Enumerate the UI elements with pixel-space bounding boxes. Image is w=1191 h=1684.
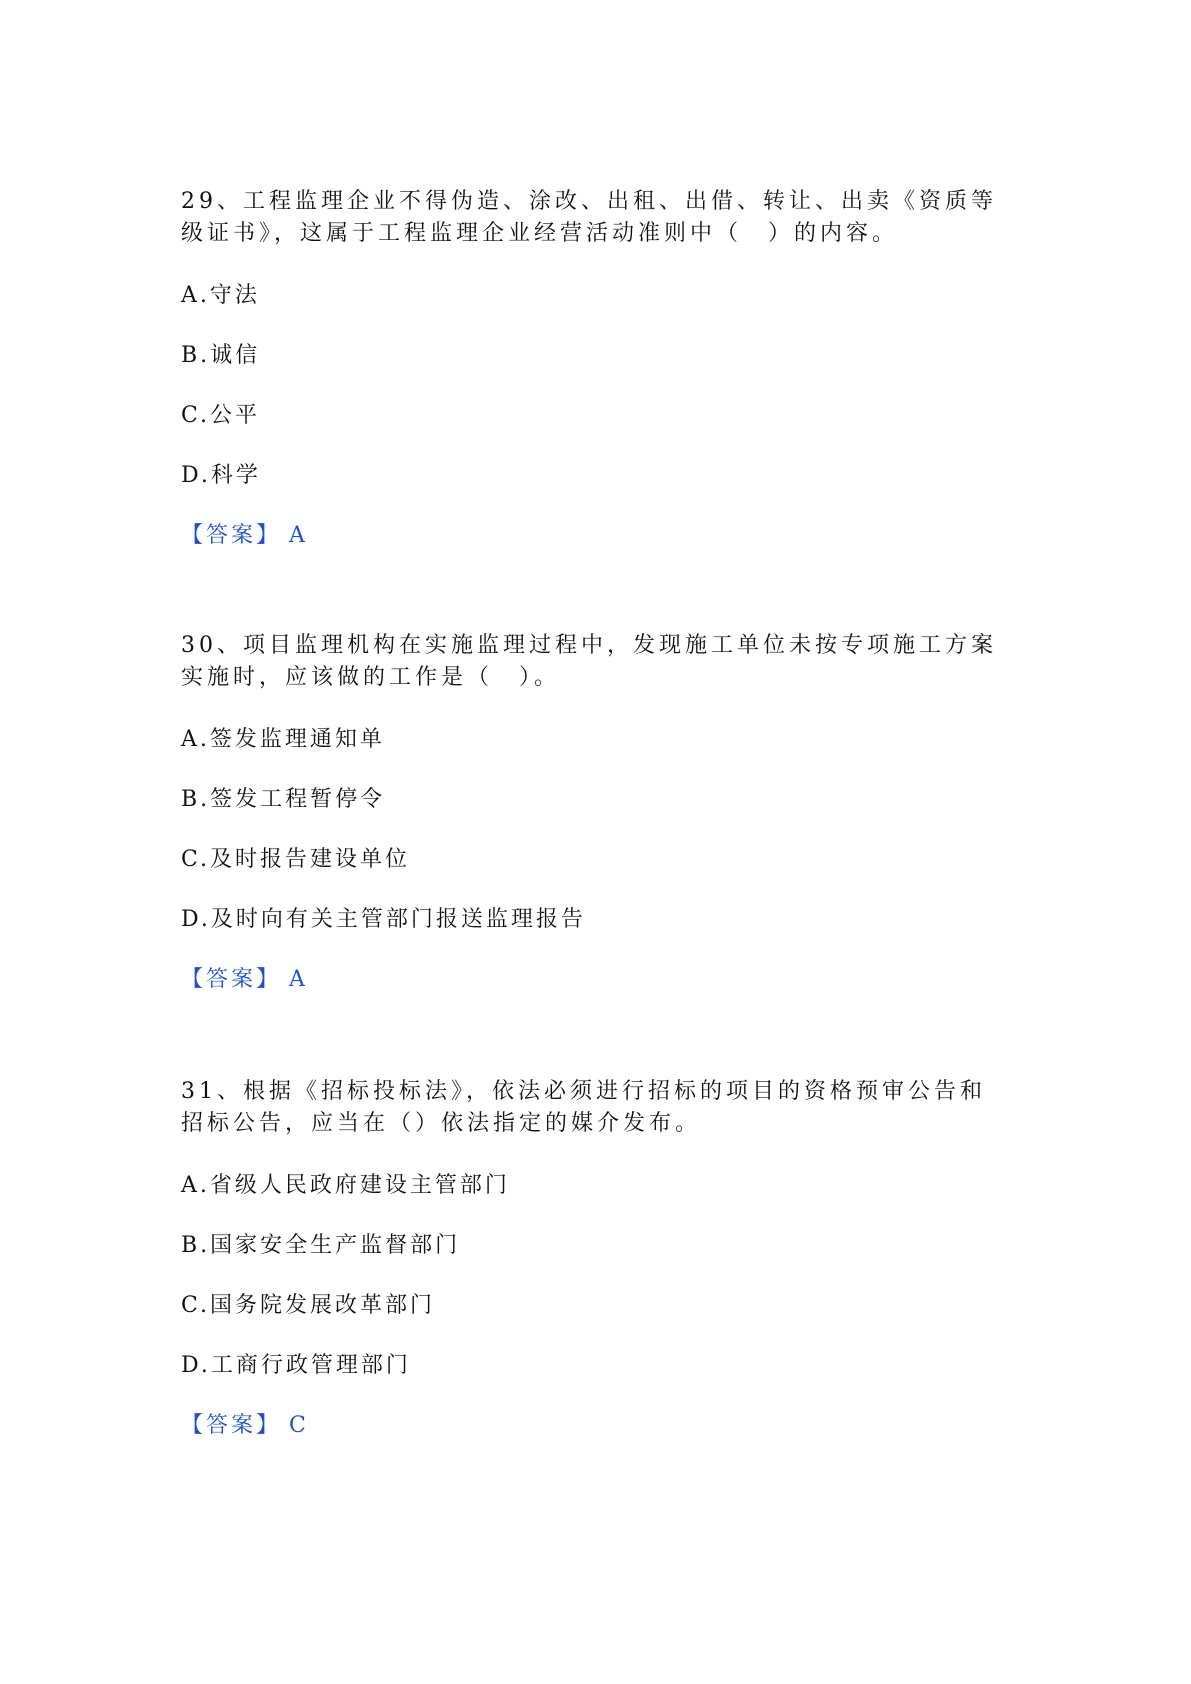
question-29 [181,186,1011,552]
option-a: A.守法 [181,283,260,308]
question-text: 30、项目监理机构在实施监理过程中，发现施工单位未按专项施工方案实施时，应该做的工作是（ ）。 [181,633,997,690]
question-31 [181,1076,1011,1442]
answer-value: A [289,523,308,548]
question-30 [181,630,1011,996]
answer-label: 【答案】 [181,523,282,548]
option-d: D.科学 [181,463,261,488]
answer-label: 【答案】 [181,1413,282,1438]
options-list [181,724,1011,936]
option-c: C.国务院发展改革部门 [181,1293,436,1318]
question-text: 31、根据《招标投标法》，依法必须进行招标的项目的资格预审公告和招标公告，应当在（）依法指定的媒介发布。 [181,1079,986,1136]
option-d: D.及时向有关主管部门报送监理报告 [181,907,586,932]
option-d: D.工商行政管理部门 [181,1353,411,1378]
answer-value: A [289,967,308,992]
answer-line [181,964,1011,996]
option-a: A.签发监理通知单 [181,727,385,752]
option-b: B.签发工程暂停令 [181,787,386,812]
option-a: A.省级人民政府建设主管部门 [181,1173,510,1198]
answer-line [181,520,1011,552]
option-c: C.公平 [181,403,261,428]
question-text: 29、工程监理企业不得伪造、涂改、出租、出借、转让、出卖《资质等级证书》，这属于工程监理企业经营活动准则中（ ）的内容。 [181,189,997,246]
answer-line [181,1410,1011,1442]
option-c: C.及时报告建设单位 [181,847,411,872]
options-list [181,1170,1011,1382]
option-b: B.国家安全生产监督部门 [181,1233,461,1258]
options-list [181,280,1011,492]
option-b: B.诚信 [181,343,261,368]
answer-value: C [289,1413,309,1438]
answer-label: 【答案】 [181,967,282,992]
